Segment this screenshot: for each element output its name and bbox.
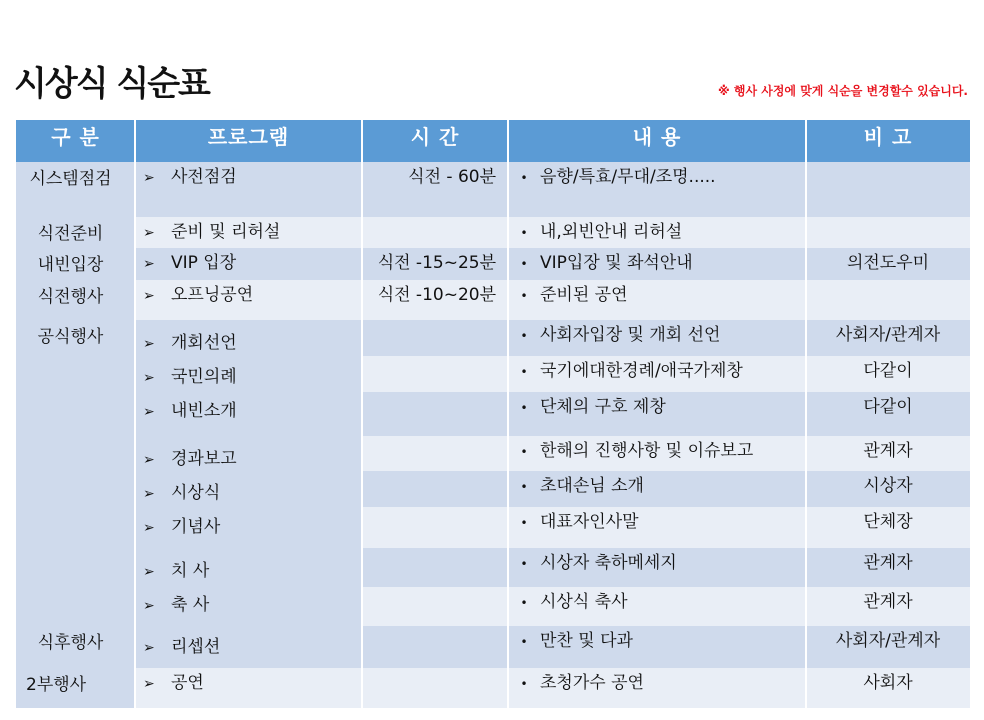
bullet-marker: • xyxy=(520,557,528,571)
time-cell xyxy=(362,392,508,436)
program-label: 기념사 xyxy=(171,517,221,537)
content-text: VIP입장 및 좌석안내 xyxy=(540,253,693,273)
header-category: 구 분 xyxy=(16,120,135,162)
note-cell: 단체장 xyxy=(806,507,970,548)
program-label: 사전점검 xyxy=(171,167,237,187)
content-cell xyxy=(508,507,806,548)
bullet-marker: • xyxy=(520,289,528,303)
arrow-marker: ➢ xyxy=(143,256,155,272)
content-cell xyxy=(508,162,806,217)
content-cell xyxy=(508,280,806,320)
program-label: 시상식 xyxy=(171,483,221,503)
content-text: 한해의 진행사항 및 이슈보고 xyxy=(540,441,754,461)
bullet-marker: • xyxy=(520,226,528,240)
time-cell: 식전 - 60분 xyxy=(362,162,508,217)
program-item xyxy=(143,482,362,516)
header-content: 내 용 xyxy=(508,120,806,162)
bullet-marker: • xyxy=(520,171,528,185)
time-cell xyxy=(362,471,508,507)
content-cell xyxy=(508,626,806,668)
time-cell xyxy=(362,356,508,392)
grid-line-vertical xyxy=(361,120,363,708)
content-cell xyxy=(508,471,806,507)
header-note: 비 고 xyxy=(806,120,970,162)
program-cell xyxy=(135,668,362,708)
arrow-marker: ➢ xyxy=(143,404,155,420)
content-cell xyxy=(508,356,806,392)
program-cell xyxy=(135,248,362,280)
time-cell xyxy=(362,436,508,471)
program-item xyxy=(143,400,362,434)
program-item xyxy=(143,284,362,306)
program-item xyxy=(143,560,362,594)
bullet-marker: • xyxy=(520,257,528,271)
note-cell: 관계자 xyxy=(806,548,970,587)
content-text: 초청가수 공연 xyxy=(540,673,644,693)
grid-line-vertical xyxy=(134,120,136,708)
bullet-marker: • xyxy=(520,677,528,691)
program-item xyxy=(143,516,362,548)
content-cell xyxy=(508,668,806,708)
change-notice: ※ 행사 사정에 맞게 식순을 변경할수 있습니다. xyxy=(718,84,968,98)
note-cell xyxy=(806,162,970,217)
time-cell xyxy=(362,217,508,248)
bullet-marker: • xyxy=(520,516,528,530)
content-cell xyxy=(508,587,806,626)
content-text: 대표자인사말 xyxy=(540,512,639,532)
note-cell: 다같이 xyxy=(806,392,970,436)
arrow-marker: ➢ xyxy=(143,225,155,241)
program-label: VIP 입장 xyxy=(171,253,237,273)
content-text: 단체의 구호 제창 xyxy=(540,397,666,417)
category-cell: 공식행사 xyxy=(16,320,135,626)
content-cell xyxy=(508,248,806,280)
program-label: 치 사 xyxy=(171,561,210,581)
time-cell: 식전 -15~25분 xyxy=(362,248,508,280)
arrow-marker: ➢ xyxy=(143,640,155,656)
bullet-marker: • xyxy=(520,480,528,494)
program-cell xyxy=(135,548,362,626)
content-text: 시상식 축사 xyxy=(540,592,628,612)
category-cell: 시스템점검 xyxy=(16,162,135,217)
arrow-marker: ➢ xyxy=(143,676,155,692)
program-label: 축 사 xyxy=(171,595,210,615)
program-item xyxy=(143,166,362,188)
program-label: 준비 및 리허설 xyxy=(171,222,281,242)
program-cell xyxy=(135,217,362,248)
program-label: 국민의례 xyxy=(171,367,237,387)
program-item xyxy=(143,332,362,366)
program-item xyxy=(143,252,362,274)
arrow-marker: ➢ xyxy=(143,564,155,580)
arrow-marker: ➢ xyxy=(143,336,155,352)
content-text: 만찬 및 다과 xyxy=(540,631,633,651)
program-item xyxy=(143,221,362,243)
note-cell: 의전도우미 xyxy=(806,248,970,280)
content-text: 국기에대한경례/애국가제창 xyxy=(540,361,743,381)
note-cell xyxy=(806,217,970,248)
note-cell: 다같이 xyxy=(806,356,970,392)
arrow-marker: ➢ xyxy=(143,288,155,304)
program-label: 리셉션 xyxy=(171,637,221,657)
page-title: 시상식 식순표 xyxy=(14,64,209,104)
category-cell: 식전준비 xyxy=(16,217,135,248)
header-program: 프로그램 xyxy=(135,120,362,162)
content-cell xyxy=(508,436,806,471)
category-cell: 식전행사 xyxy=(16,280,135,320)
program-table xyxy=(16,120,970,708)
arrow-marker: ➢ xyxy=(143,370,155,386)
program-cell xyxy=(135,280,362,320)
note-cell: 관계자 xyxy=(806,587,970,626)
content-cell xyxy=(508,217,806,248)
program-label: 경과보고 xyxy=(171,449,237,469)
time-cell xyxy=(362,320,508,356)
bullet-marker: • xyxy=(520,401,528,415)
program-item xyxy=(143,448,362,482)
time-cell xyxy=(362,626,508,668)
program-cell xyxy=(135,162,362,217)
note-cell xyxy=(806,280,970,320)
program-cell xyxy=(135,626,362,668)
time-cell xyxy=(362,668,508,708)
time-cell xyxy=(362,548,508,587)
program-cell xyxy=(135,436,362,548)
program-item xyxy=(143,636,362,658)
arrow-marker: ➢ xyxy=(143,598,155,614)
note-cell: 관계자 xyxy=(806,436,970,471)
note-cell: 시상자 xyxy=(806,471,970,507)
time-cell: 식전 -10~20분 xyxy=(362,280,508,320)
program-label: 내빈소개 xyxy=(171,401,237,421)
arrow-marker: ➢ xyxy=(143,486,155,502)
category-cell: 식후행사 xyxy=(16,626,135,668)
bullet-marker: • xyxy=(520,596,528,610)
content-cell xyxy=(508,392,806,436)
note-cell: 사회자 xyxy=(806,668,970,708)
note-cell: 사회자/관계자 xyxy=(806,626,970,668)
content-text: 준비된 공연 xyxy=(540,285,628,305)
arrow-marker: ➢ xyxy=(143,170,155,186)
time-cell xyxy=(362,507,508,548)
note-cell: 사회자/관계자 xyxy=(806,320,970,356)
content-text: 초대손님 소개 xyxy=(540,476,644,496)
time-cell xyxy=(362,587,508,626)
program-label: 개회선언 xyxy=(171,333,237,353)
content-text: 사회자입장 및 개회 선언 xyxy=(540,325,721,345)
content-cell xyxy=(508,548,806,587)
bullet-marker: • xyxy=(520,635,528,649)
grid-line-vertical xyxy=(507,120,509,708)
program-item xyxy=(143,594,362,626)
arrow-marker: ➢ xyxy=(143,520,155,536)
bullet-marker: • xyxy=(520,329,528,343)
program-cell xyxy=(135,320,362,436)
content-cell xyxy=(508,320,806,356)
program-item xyxy=(143,366,362,400)
header-time: 시 간 xyxy=(362,120,508,162)
bullet-marker: • xyxy=(520,365,528,379)
program-label: 공연 xyxy=(171,673,204,693)
category-cell: 내빈입장 xyxy=(16,248,135,280)
content-text: 음향/특효/무대/조명..... xyxy=(540,167,716,187)
category-cell: 2부행사 xyxy=(16,668,135,708)
bullet-marker: • xyxy=(520,445,528,459)
grid-line-vertical xyxy=(805,120,807,708)
content-text: 시상자 축하메세지 xyxy=(540,553,677,573)
program-label: 오프닝공연 xyxy=(171,285,254,305)
arrow-marker: ➢ xyxy=(143,452,155,468)
content-text: 내,외빈안내 리허설 xyxy=(540,222,683,242)
program-item xyxy=(143,672,362,694)
